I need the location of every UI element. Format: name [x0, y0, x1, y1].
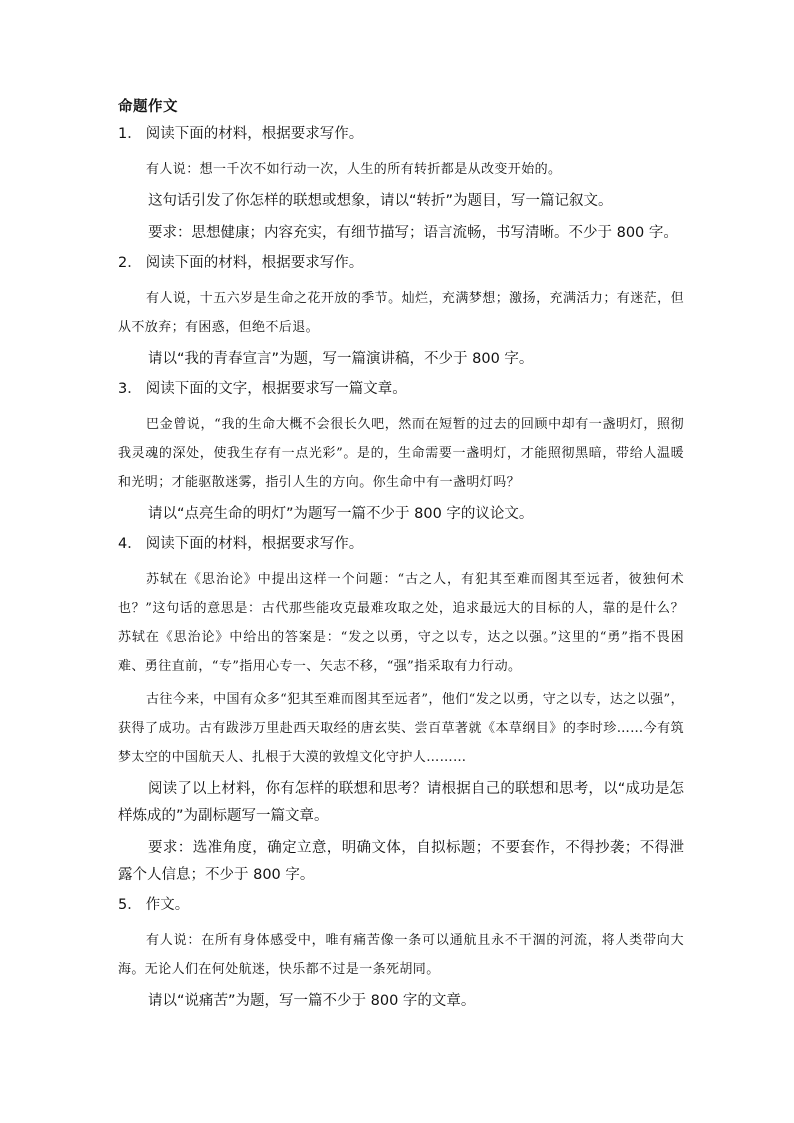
question-heading — [118, 378, 684, 400]
writing-prompt: 阅读了以上材料，你有怎样的联想和思考？请根据自己的联想和思考，以“成功是怎样炼成的”为副标题写一篇文章。 — [118, 781, 684, 824]
material-text: 有人说，十五六岁是生命之花开放的季节。灿烂，充满梦想；激扬，充满活力；有迷茫，但从不放弃；有困惑，但绝不后退。 — [118, 291, 684, 335]
writing-prompt: 请以“说痛苦”为题，写一篇不少于 800 字的文章。 — [148, 993, 476, 1009]
question-1 — [118, 123, 684, 247]
question-number: 4． — [118, 536, 142, 552]
writing-prompt: 这句话引发了你怎样的联想或想象，请以“转折”为题目，写一篇记叙文。 — [148, 193, 613, 209]
writing-requirements: 要求：思想健康；内容充实，有细节描写；语言流畅，书写清晰。不少于 800 字。 — [148, 225, 678, 241]
question-number: 2． — [118, 255, 142, 271]
question-number: 5． — [118, 897, 142, 913]
question-4 — [118, 533, 684, 889]
question-instruction: 作文。 — [145, 897, 190, 913]
writing-prompt: 请以“我的青春宣言”为题，写一篇演讲稿，不少于 800 字。 — [148, 351, 534, 367]
section-title: 命题作文 — [118, 99, 178, 115]
question-instruction: 阅读下面的文字，根据要求写一篇文章。 — [145, 381, 407, 397]
question-heading — [118, 894, 684, 916]
document-page — [118, 96, 684, 1020]
question-instruction: 阅读下面的材料，根据要求写作。 — [145, 126, 364, 142]
material-text: 有人说：想一千次不如行动一次，人生的所有转折都是从改变开始的。 — [146, 162, 562, 177]
material-text: 古往今来，中国有众多“犯其至难而图其至远者”，他们“发之以勇，守之以专，达之以强”，获得了成功。古有跋涉万里赴西天取经的唐玄奘、尝百草著就《本草纲目》的李时珍……今有筑梦太空的中国航天人、扎根于大漠的敦煌文化守护人……… — [118, 692, 684, 765]
material-text: 有人说：在所有身体感受中，唯有痛苦像一条可以通航且永不干涸的河流，将人类带向大海。无论人们在何处航迷，快乐都不过是一条死胡同。 — [118, 933, 684, 977]
question-number: 1． — [118, 126, 142, 142]
question-5 — [118, 894, 684, 1015]
question-number: 3． — [118, 381, 142, 397]
question-heading — [118, 252, 684, 274]
writing-prompt: 请以“点亮生命的明灯”为题写一篇不少于 800 字的议论文。 — [148, 506, 534, 522]
question-3 — [118, 378, 684, 528]
question-instruction: 阅读下面的材料，根据要求写作。 — [145, 255, 364, 271]
material-text: 苏轼在《思治论》中提出这样一个问题：“古之人，有犯其至难而图其至远者，彼独何术也？”这句话的意思是：古代那些能攻克最难攻取之处，追求最远大的目标的人，靠的是什么？苏轼在《思治论》中给出的答案是：“发之以勇，守之以专，达之以强。”这里的“勇”指不畏困难、勇往直前，“专”指用心专一、矢志不移，“强”指采取有力行动。 — [118, 572, 684, 674]
writing-requirements: 要求：选准角度，确定立意，明确文体，自拟标题；不要套作，不得抄袭；不得泄露个人信息；不少于 800 字。 — [118, 840, 684, 883]
question-heading — [118, 123, 684, 145]
material-text: 巴金曾说，“我的生命大概不会很长久吧，然而在短暂的过去的回顾中却有一盏明灯，照彻我灵魂的深处，使我生存有一点光彩”。是的，生命需要一盏明灯，才能照彻黑暗，带给人温暖和光明；才能驱散迷雾，指引人生的方向。你生命中有一盏明灯吗？ — [118, 417, 684, 490]
question-heading — [118, 533, 684, 555]
question-instruction: 阅读下面的材料，根据要求写作。 — [145, 536, 364, 552]
question-2 — [118, 252, 684, 373]
